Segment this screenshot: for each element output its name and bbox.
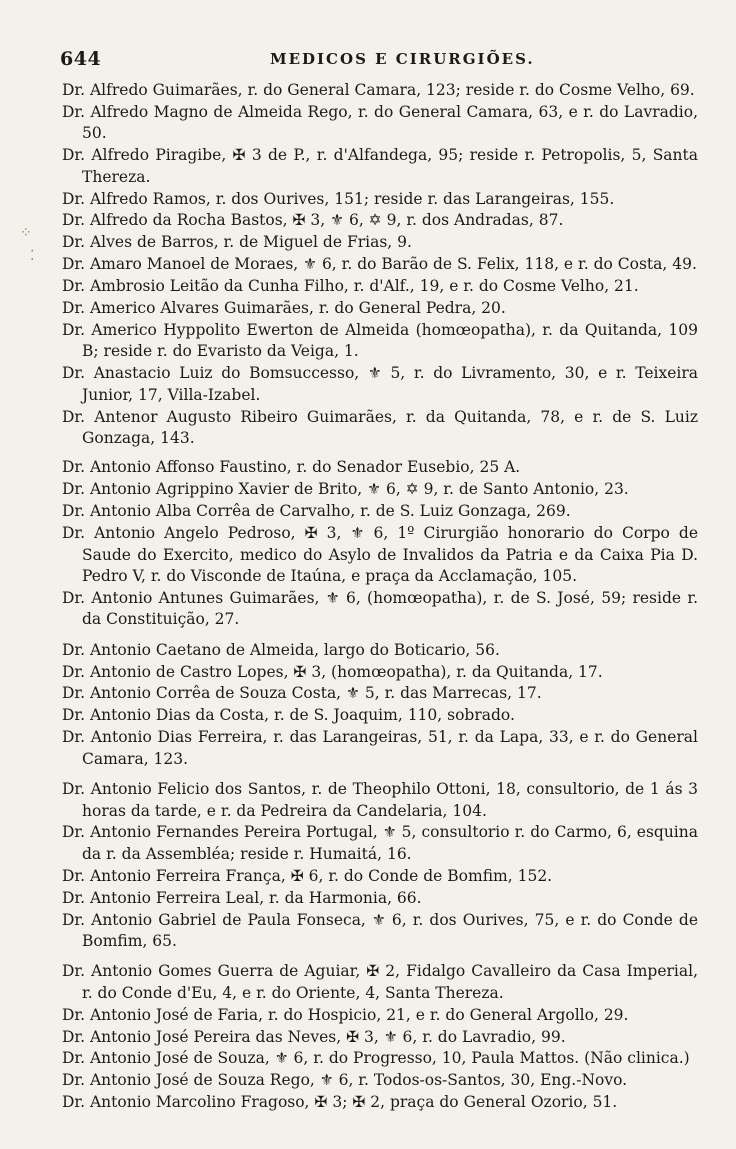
list-item: Dr. Antonio José de Souza, ⚜ 6, r. do Progresso, 10, Paula Mattos. (Não clinica.) (62, 1049, 690, 1068)
list-item: Dr. Alfredo Magno de Almeida Rego, r. do General Camara, 63, e r. do Lavradio, 50. (62, 102, 698, 143)
list-item: Dr. Antonio Ferreira Leal, r. da Harmonia, 66. (62, 888, 422, 907)
list-item: Dr. Antonio Dias Ferreira, r. das Larangeiras, 51, r. da Lapa, 33, e r. do General Camara, 123. (62, 728, 698, 768)
entry-list (62, 80, 698, 1114)
margin-specks: ⁘ (20, 225, 32, 241)
list-item: Dr. Antonio Gabriel de Paula Fonseca, ⚜ 6, r. dos Ourives, 75, e r. do Conde de Bomfim, 65. (62, 910, 698, 950)
list-item: Dr. Antonio Alba Corrêa de Carvalho, r. de S. Luiz Gonzaga, 269. (62, 502, 571, 521)
list-item: Dr. Ambrosio Leitão da Cunha Filho, r. d'Alf., 19, e r. do Cosme Velho, 21. (62, 277, 639, 296)
list-item: Dr. Antonio Gomes Guerra de Aguiar, ✠ 2, Fidalgo Cavalleiro da Casa Imperial, r. do Conde d'Eu, 4, e r. do Oriente, 4, Santa Thereza. (62, 962, 698, 1002)
list-item: Dr. Antonio Caetano de Almeida, largo do Boticario, 56. (62, 640, 500, 659)
list-item: Dr. Alves de Barros, r. de Miguel de Frias, 9. (62, 233, 412, 252)
list-item: Dr. Antonio Marcolino Fragoso, ✠ 3; ✠ 2, praça do General Ozorio, 51. (62, 1093, 618, 1112)
running-title: MEDICOS E CIRURGIÕES. (270, 50, 535, 68)
list-item: Dr. Antonio Affonso Faustino, r. do Senador Eusebio, 25 A. (62, 458, 521, 477)
list-item: Dr. Alfredo Ramos, r. dos Ourives, 151; reside r. das Larangeiras, 155. (62, 189, 615, 208)
margin-specks: ⁚ (30, 248, 35, 264)
list-item: Dr. Antonio José de Faria, r. do Hospicio, 21, e r. do General Argollo, 29. (62, 1005, 629, 1024)
list-item: Dr. Antonio Corrêa de Souza Costa, ⚜ 5, r. das Marrecas, 17. (62, 684, 542, 703)
list-item: Dr. Alfredo da Rocha Bastos, ✠ 3, ⚜ 6, ✡ 9, r. dos Andradas, 87. (62, 211, 564, 230)
list-item: Dr. Alfredo Piragibe, ✠ 3 de P., r. d'Alfandega, 95; reside r. Petropolis, 5, Santa Thereza. (62, 146, 698, 186)
list-item: Dr. Antonio José Pereira das Neves, ✠ 3, ⚜ 6, r. do Lavradio, 99. (62, 1027, 566, 1046)
page-number: 644 (60, 48, 102, 70)
list-item: Dr. Antonio Fernandes Pereira Portugal, ⚜ 5, consultorio r. do Carmo, 6, esquina da r. da Assembléa; reside r. Humaitá, 16. (62, 823, 698, 863)
list-item: Dr. Antonio Antunes Guimarães, ⚜ 6, (homœopatha), r. de S. José, 59; reside r. da Constituição, 27. (62, 588, 698, 629)
list-item: Dr. Amaro Manoel de Moraes, ⚜ 6, r. do Barão de S. Felix, 118, e r. do Costa, 49. (62, 255, 697, 274)
list-item: Dr. Antonio Dias da Costa, r. de S. Joaquim, 110, sobrado. (62, 706, 515, 725)
list-item: Dr. Antonio Angelo Pedroso, ✠ 3, ⚜ 6, 1º Cirurgião honorario do Corpo de Saude do Exercito, medico do Asylo de Invalidos da Patria e da Caixa Pia D. Pedro V, r. do Visconde de Itaúna, e praça da Acclamação, 105. (62, 524, 698, 585)
list-item: Dr. Antonio Agrippino Xavier de Brito, ⚜ 6, ✡ 9, r. de Santo Antonio, 23. (62, 480, 629, 499)
list-item: Dr. Americo Hyppolito Ewerton de Almeida (homœopatha), r. da Quitanda, 109 B; reside r. do Evaristo da Veiga, 1. (62, 320, 698, 361)
page-header (60, 48, 700, 70)
list-item: Dr. Antenor Augusto Ribeiro Guimarães, r. da Quitanda, 78, e r. de S. Luiz Gonzaga, 143. (62, 407, 698, 447)
list-item: Dr. Anastacio Luiz do Bomsuccesso, ⚜ 5, r. do Livramento, 30, e r. Teixeira Junior, 17, Villa-Izabel. (62, 364, 698, 404)
list-item: Dr. Americo Alvares Guimarães, r. do General Pedra, 20. (62, 299, 506, 318)
list-item: Dr. Antonio José de Souza Rego, ⚜ 6, r. Todos-os-Santos, 30, Eng.-Novo. (62, 1071, 628, 1090)
list-item: Dr. Alfredo Guimarães, r. do General Camara, 123; reside r. do Cosme Velho, 69. (62, 81, 695, 99)
list-item: Dr. Antonio de Castro Lopes, ✠ 3, (homœopatha), r. da Quitanda, 17. (62, 662, 603, 681)
list-item: Dr. Antonio Felicio dos Santos, r. de Theophilo Ottoni, 18, consultorio, de 1 ás 3 horas da tarde, e r. da Pedreira da Candelaria, 104. (62, 780, 698, 820)
list-item: Dr. Antonio Ferreira França, ✠ 6, r. do Conde de Bomfim, 152. (62, 866, 553, 885)
